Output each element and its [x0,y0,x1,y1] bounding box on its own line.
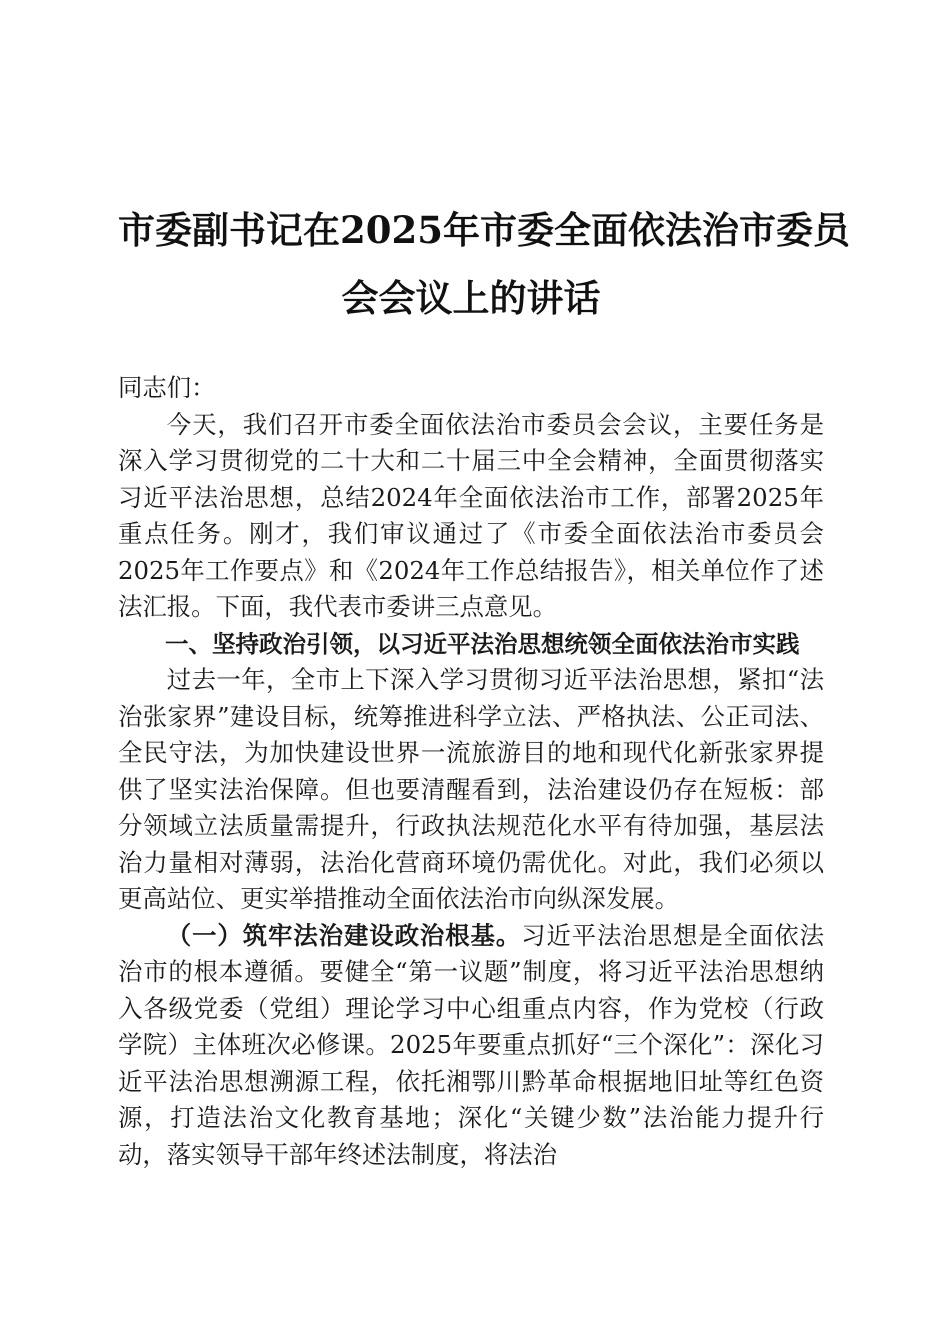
subsection-1-text: 习近平法治思想是全面依法治市的根本遵循。要健全“第一议题”制度，将习近平法治思想纳入各级党委（党组）理论学习中心组重点内容，作为党校（行政学院）主体班次必修课。2025年要重点抓好“三个深化”：深化习近平法治思想溯源工程，依托湘鄂川黔革命根据地旧址等红色资源，打造法治文化教育基地；深化“关键少数”法治能力提升行动，落实领导干部年终述法制度，将法治 [118,920,824,1169]
section-1-paragraph: 过去一年，全市上下深入学习贯彻习近平法治思想，紧扣“法治张家界”建设目标，统筹推进科学立法、严格执法、公正司法、全民守法，为加快建设世界一流旅游目的地和现代化新张家界提供了坚实法治保障。但也要清醒看到，法治建设仍存在短板：部分领域立法质量需提升，行政执法规范化水平有待加强，基层法治力量相对薄弱，法治化营商环境仍需优化。对此，我们必须以更高站位、更实举措推动全面依法治市向纵深发展。 [118,665,824,913]
document-page [118,0,850,1173]
title-line-2: 会会议上的讲话 [341,276,601,320]
subsection-1-paragraph [118,918,824,1174]
document-title [118,196,850,332]
subsection-1-lead: （一）筑牢法治建设政治根基。 [166,920,522,950]
title-line-1: 市委副书记在2025年市委全面依法治市委员 [118,208,850,252]
section-1-heading: 一、坚持政治引领，以习近平法治思想统领全面依法治市实践 [165,629,800,658]
document-body [118,370,824,1173]
salutation: 同志们： [118,373,216,402]
intro-paragraph: 今天，我们召开市委全面依法治市委员会会议，主要任务是深入学习贯彻党的二十大和二十届三中全会精神，全面贯彻落实习近平法治思想，总结2024年全面依法治市工作，部署2025年重点任务。刚才，我们审议通过了《市委全面依法治市委员会2025年工作要点》和《2024年工作总结报告》，相关单位作了述法汇报。下面，我代表市委讲三点意见。 [118,409,824,621]
